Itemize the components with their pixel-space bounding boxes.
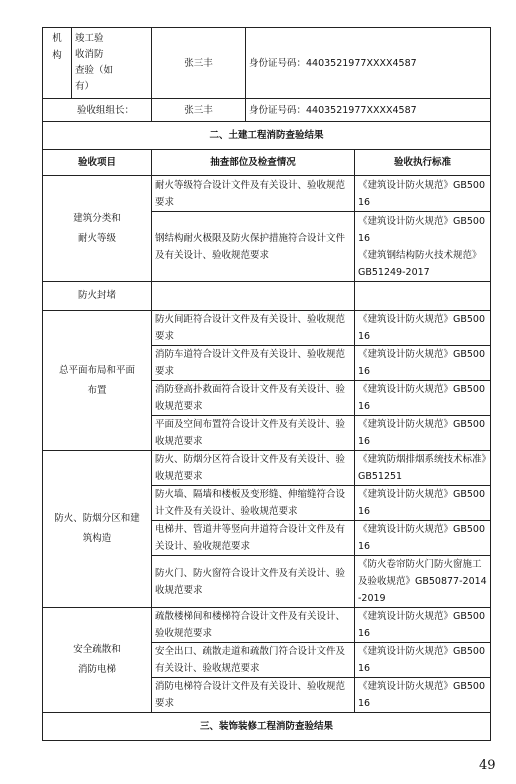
check-description: 防火门、防火窗符合设计文件及有关设计、验收规范要求 [152, 556, 355, 608]
org-label: 机 构 [43, 28, 72, 99]
standard-reference: 《建筑设计防火规范》GB50016 [355, 608, 491, 643]
header-item: 验收项目 [43, 150, 152, 176]
check-description: 防火墙、隔墙和楼板及变形缝、伸缩缝符合设计文件及有关设计、验收规范要求 [152, 486, 355, 521]
check-description: 平面及空间布置符合设计文件及有关设计、验收规范要求 [152, 416, 355, 451]
page-number: 49 [479, 758, 496, 773]
standard-reference: 《建筑防烟排烟系统技术标准》GB51251 [355, 451, 491, 486]
standard-reference: 《建筑设计防火规范》GB50016 [355, 678, 491, 713]
check-description: 耐火等级符合设计文件及有关设计、验收规范要求 [152, 176, 355, 212]
completion-check-label: 竣工验 收消防 查验（如 有） [72, 28, 152, 99]
check-description: 消防电梯符合设计文件及有关设计、验收规范要求 [152, 678, 355, 713]
leader-name: 张三丰 [152, 99, 246, 122]
table-row [43, 311, 491, 346]
item-name: 安全疏散和 消防电梯 [43, 608, 152, 713]
standard-reference [355, 282, 491, 311]
standard-reference: 《建筑设计防火规范》GB50016 [355, 381, 491, 416]
check-description: 电梯井、管道井等竖向井道符合设计文件及有关设计、验收规范要求 [152, 521, 355, 556]
check-description: 消防车道符合设计文件及有关设计、验收规范要求 [152, 346, 355, 381]
item-name: 总平面布局和平面 布置 [43, 311, 152, 451]
item-name: 建筑分类和 耐火等级 [43, 176, 152, 282]
standard-reference: 《建筑设计防火规范》GB50016 [355, 643, 491, 678]
table-row [43, 176, 491, 212]
standard-reference: 《防火卷帘防火门防火窗施工及验收规范》GB50877-2014-2019 [355, 556, 491, 608]
leader-id-number: 身份证号码：4403521977XXXX4587 [246, 99, 491, 122]
check-description: 防火间距符合设计文件及有关设计、验收规范要求 [152, 311, 355, 346]
check-description: 安全出口、疏散走道和疏散门符合设计文件及有关设计、验收规范要求 [152, 643, 355, 678]
inspection-results-table [42, 121, 491, 741]
item-name: 防火、防烟分区和建 筑构造 [43, 451, 152, 608]
id-number: 身份证号码：4403521977XXXX4587 [246, 28, 491, 99]
check-description [152, 282, 355, 311]
standard-reference: 《建筑设计防火规范》GB50016 [355, 416, 491, 451]
check-description: 防火、防烟分区符合设计文件及有关设计、验收规范要求 [152, 451, 355, 486]
check-description: 钢结构耐火极限及防火保护措施符合设计文件及有关设计、验收规范要求 [152, 212, 355, 282]
standard-reference: 《建筑设计防火规范》GB50016 [355, 486, 491, 521]
section-title: 三、装饰装修工程消防查验结果 [43, 713, 491, 741]
header-standard: 验收执行标准 [355, 150, 491, 176]
standard-reference: 《建筑设计防火规范》GB50016 [355, 521, 491, 556]
table-row [43, 282, 491, 311]
check-description: 疏散楼梯间和楼梯符合设计文件及有关设计、验收规范要求 [152, 608, 355, 643]
item-name: 防火封堵 [43, 282, 152, 311]
document-page [42, 27, 490, 741]
section-title: 二、土建工程消防查验结果 [43, 122, 491, 150]
standard-reference: 《建筑设计防火规范》GB50016 [355, 176, 491, 212]
leader-label: 验收组组长： [43, 99, 152, 122]
check-description: 消防登高扑救面符合设计文件及有关设计、验收规范要求 [152, 381, 355, 416]
person-name: 张三丰 [152, 28, 246, 99]
table-row [43, 608, 491, 643]
header-check: 抽查部位及检查情况 [152, 150, 355, 176]
personnel-table [42, 27, 491, 122]
standard-reference: 《建筑设计防火规范》GB50016 《建筑钢结构防火技术规范》GB51249-2017 [355, 212, 491, 282]
standard-reference: 《建筑设计防火规范》GB50016 [355, 346, 491, 381]
standard-reference: 《建筑设计防火规范》GB50016 [355, 311, 491, 346]
table-row [43, 451, 491, 486]
